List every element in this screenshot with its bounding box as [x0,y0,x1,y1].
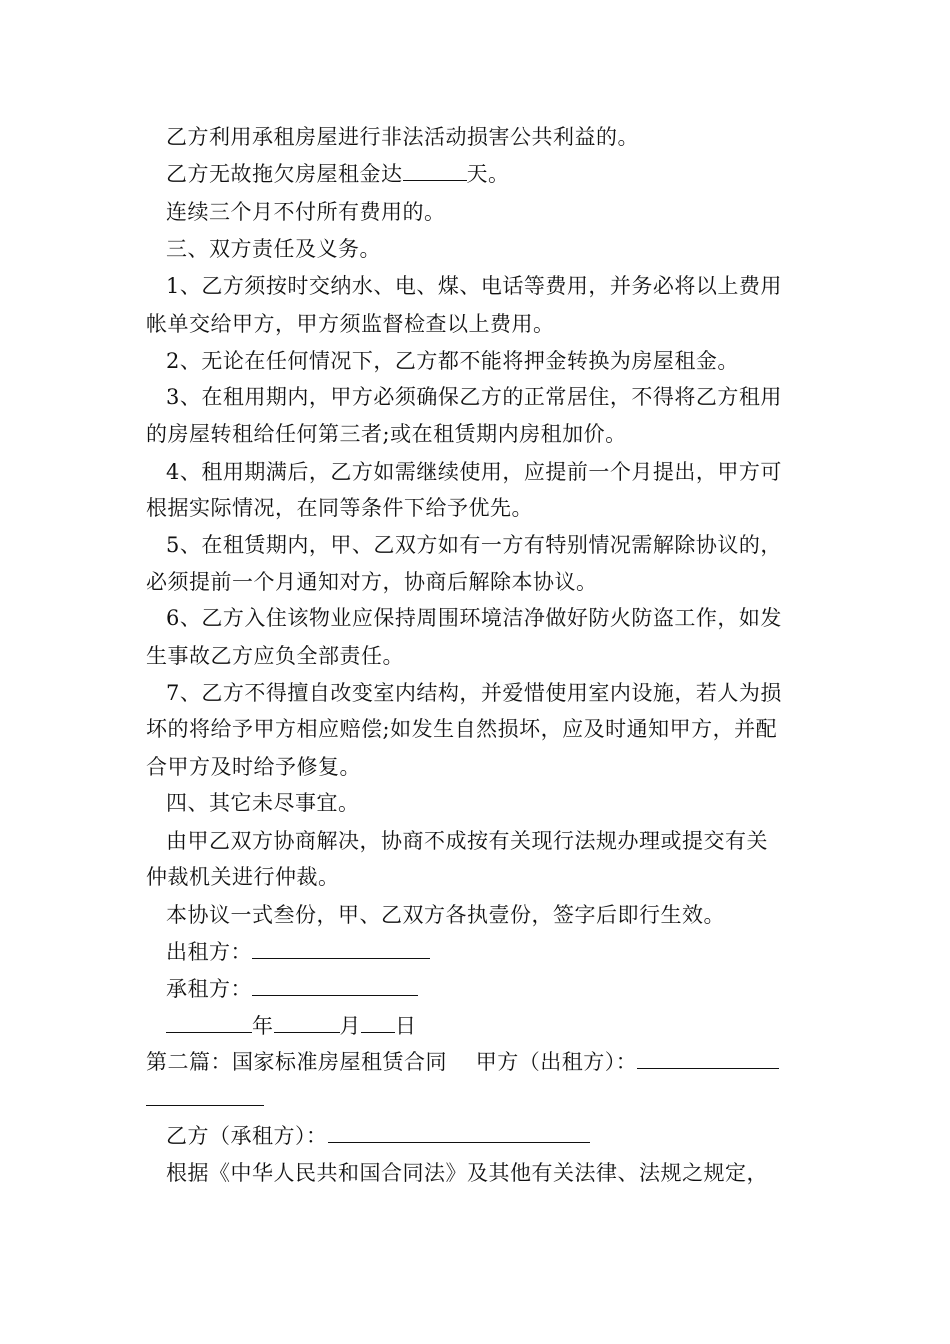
clause-3-line-1: 3、在租用期内，甲方必须确保乙方的正常居住，不得将乙方租用 [166,385,782,409]
section-heading: 三、双方责任及义务。 [166,237,381,261]
clause-6-line-1: 6、乙方入住该物业应保持周围环境洁净做好防火防盗工作，如发 [166,606,782,630]
paragraph-line-1: 由甲乙双方协商解决，协商不成按有关现行法规办理或提交有关 [166,829,768,853]
party-a-blank[interactable] [637,1050,779,1069]
clause-5-line-2: 必须提前一个月通知对方，协商后解除本协议。 [146,570,598,594]
party-a-blank-continued [146,1087,264,1111]
clause-7-line-2: 坏的将给予甲方相应赔偿;如发生自然损坏，应及时通知甲方，并配 [146,717,778,741]
paragraph: 根据《中华人民共和国合同法》及其他有关法律、法规之规定， [166,1161,768,1185]
paragraph-rent-arrears [166,162,510,186]
lessor-signature-line [166,940,430,964]
text-segment: 乙方无故拖欠房屋租金达 [166,162,403,186]
part-two-heading [146,1050,779,1074]
part-two-title: 第二篇：国家标准房屋租赁合同 [146,1050,447,1074]
year-blank[interactable] [166,1014,252,1033]
clause-2: 2、无论在任何情况下，乙方都不能将押金转换为房屋租金。 [166,349,739,373]
month-blank[interactable] [274,1014,340,1033]
party-a-label: 甲方（出租方）： [475,1050,638,1074]
date-line [166,1014,417,1038]
day-label: 日 [395,1014,417,1038]
paragraph: 连续三个月不付所有费用的。 [166,200,446,224]
clause-1-line-1: 1、乙方须按时交纳水、电、煤、电话等费用，并务必将以上费用 [166,274,782,298]
lessor-label: 出租方： [166,940,252,964]
blank-days[interactable] [403,162,467,181]
year-label: 年 [252,1014,274,1038]
lessee-signature-blank[interactable] [252,977,418,996]
party-b-line [166,1124,590,1148]
lessor-signature-blank[interactable] [252,940,430,959]
party-b-label: 乙方（承租方）： [166,1124,328,1148]
clause-4-line-1: 4、租用期满后，乙方如需继续使用，应提前一个月提出，甲方可 [166,460,782,484]
clause-7-line-1: 7、乙方不得擅自改变室内结构，并爱惜使用室内设施，若人为损 [166,681,782,705]
paragraph: 本协议一式叁份，甲、乙双方各执壹份，签字后即行生效。 [166,903,725,927]
party-a-blank-wrap[interactable] [146,1087,264,1106]
lessee-label: 承租方： [166,977,252,1001]
day-blank[interactable] [361,1014,395,1033]
lessee-signature-line [166,977,418,1001]
clause-5-line-1: 5、在租赁期内，甲、乙双方如有一方有特别情况需解除协议的， [166,533,782,557]
paragraph-line-2: 仲裁机关进行仲裁。 [146,865,340,889]
clause-4-line-2: 根据实际情况，在同等条件下给予优先。 [146,496,533,520]
paragraph: 乙方利用承租房屋进行非法活动损害公共利益的。 [166,125,639,149]
clause-6-line-2: 生事故乙方应负全部责任。 [146,644,404,668]
clause-1-line-2: 帐单交给甲方，甲方须监督检查以上费用。 [146,312,555,336]
party-b-blank[interactable] [328,1124,590,1143]
clause-7-line-3: 合甲方及时给予修复。 [146,755,361,779]
month-label: 月 [339,1014,361,1038]
text-segment: 天。 [466,162,510,186]
section-heading: 四、其它未尽事宜。 [166,791,360,815]
clause-3-line-2: 的房屋转租给任何第三者;或在租赁期内房租加价。 [146,422,627,446]
